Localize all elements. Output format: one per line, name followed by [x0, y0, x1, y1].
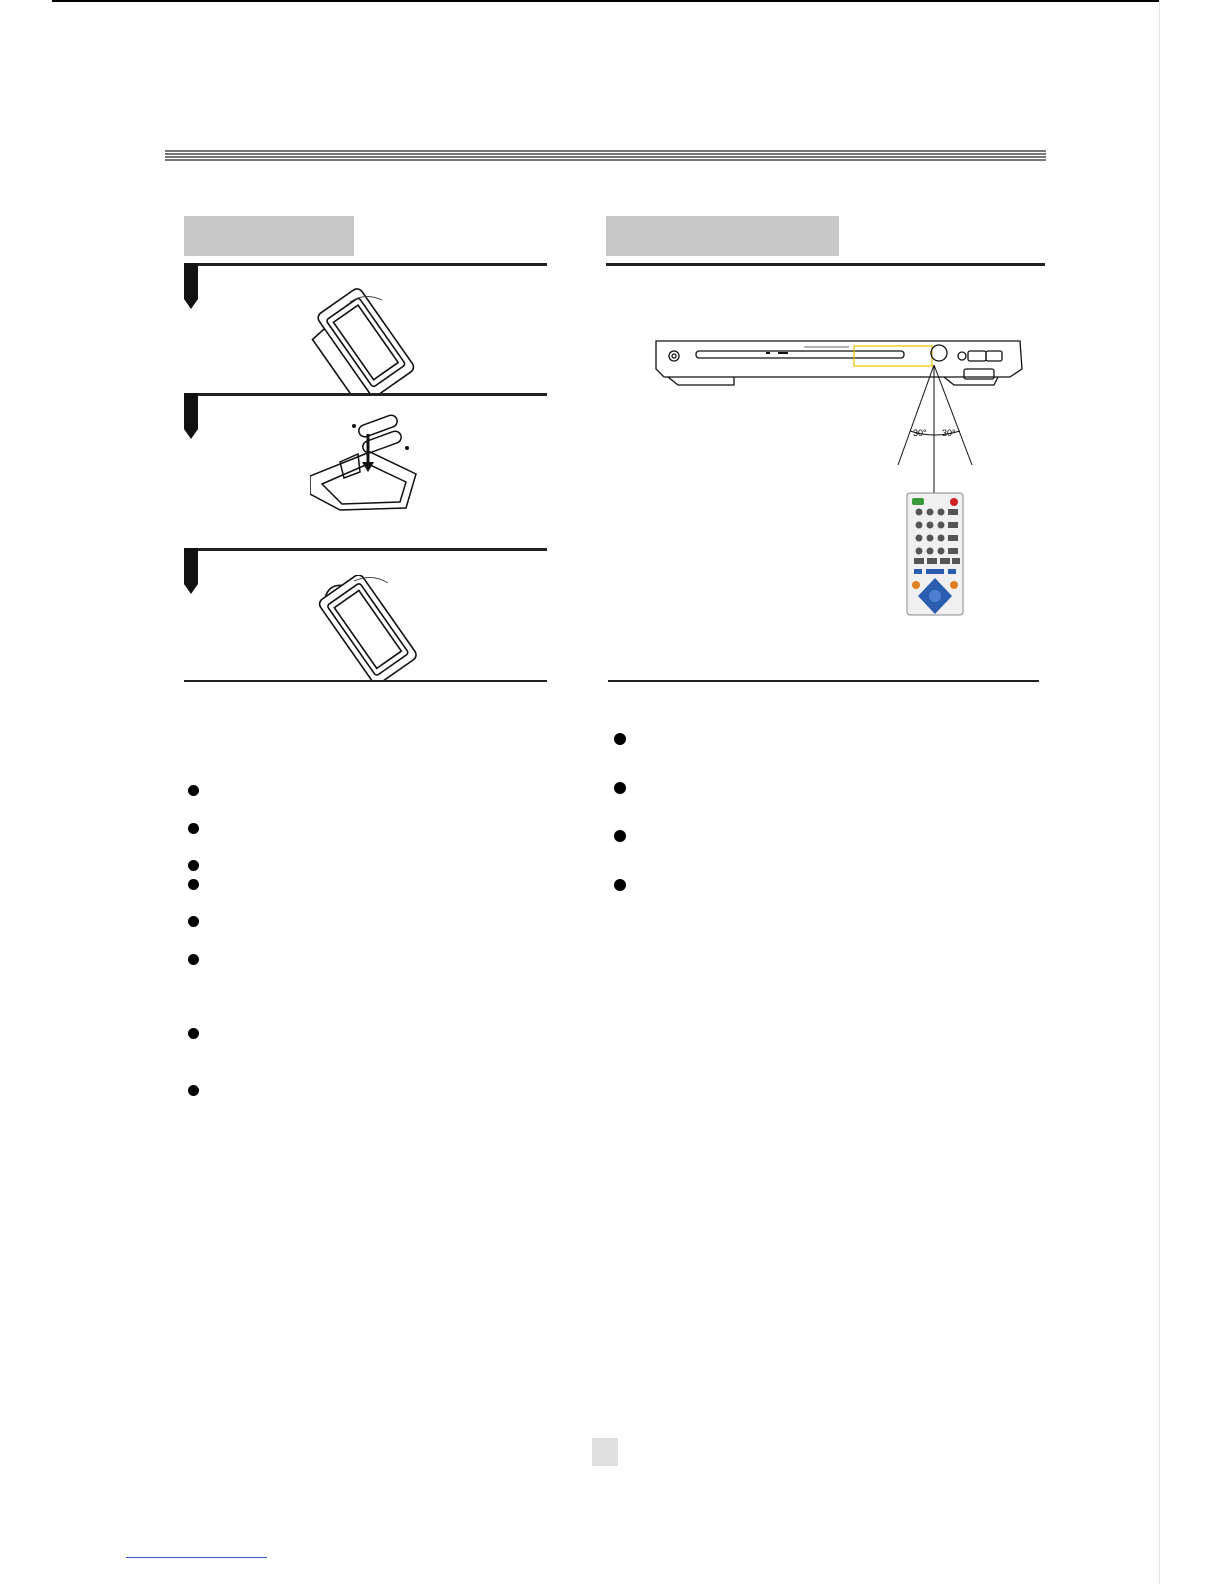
remote-range-top-rule — [606, 263, 1045, 266]
angle-right-label: 30° — [942, 428, 956, 438]
step-1-rule — [184, 263, 547, 266]
remote-cover-close-illustration — [312, 575, 422, 680]
insert-batteries-illustration — [310, 412, 420, 517]
remote-cover-open-illustration — [310, 288, 420, 393]
bullet-dot — [188, 916, 199, 927]
bullet-dot — [188, 785, 199, 796]
remote-range-section-header — [606, 216, 839, 256]
top-border — [52, 0, 1160, 2]
right-section-bottom-rule — [608, 680, 1039, 682]
title-rule — [165, 150, 1046, 162]
left-section-bottom-rule — [184, 680, 547, 682]
step-2-rule — [184, 393, 547, 396]
bullet-dot — [188, 1028, 199, 1039]
bullet-dot — [614, 782, 626, 794]
bullet-dot — [188, 860, 199, 871]
bullet-dot — [614, 830, 626, 842]
page-edge — [1159, 0, 1160, 1584]
remote-control-illustration — [906, 492, 964, 616]
footer-link-underline — [126, 1557, 267, 1558]
bullet-dot — [188, 1085, 199, 1096]
bullet-dot — [614, 879, 626, 891]
step-3-marker — [184, 548, 198, 594]
bullet-dot — [614, 733, 626, 745]
angle-left-label: 30° — [913, 428, 927, 438]
bullet-dot — [188, 879, 199, 890]
battery-section-header — [184, 216, 354, 256]
bullet-dot — [188, 954, 199, 965]
page-number-box — [592, 1438, 618, 1466]
step-1-marker — [184, 263, 198, 309]
bullet-dot — [188, 823, 199, 834]
ir-range-lines — [890, 355, 990, 495]
step-2-marker — [184, 393, 198, 439]
step-3-rule — [184, 548, 547, 551]
